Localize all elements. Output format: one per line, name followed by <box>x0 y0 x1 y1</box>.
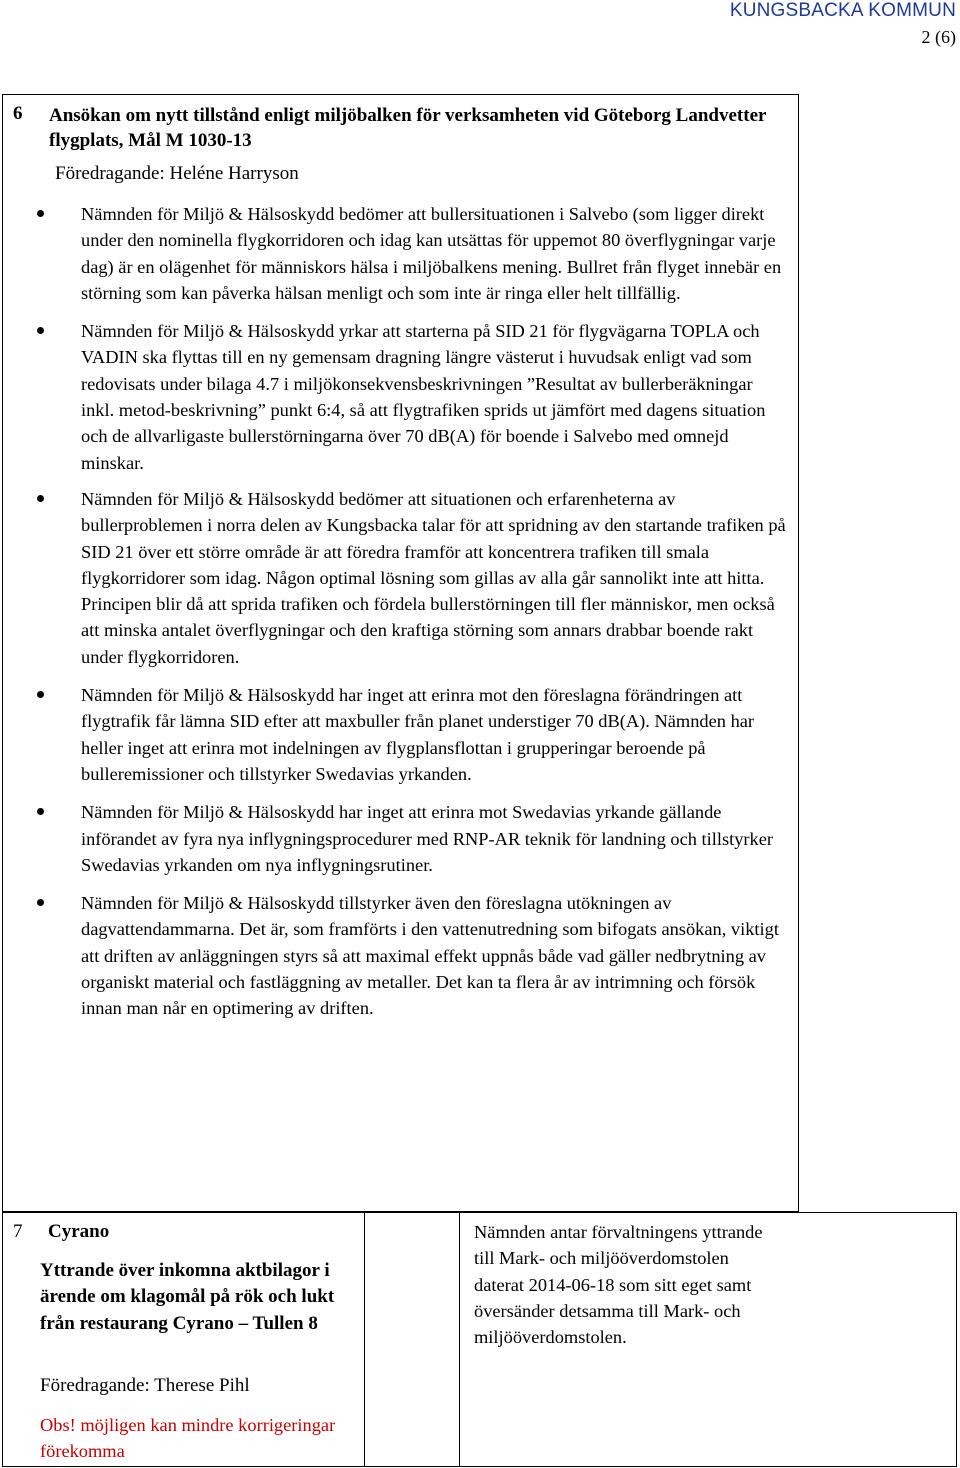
item-name: Cyrano <box>48 1221 110 1242</box>
organization-name: KUNGSBACKA KOMMUN <box>729 0 956 21</box>
item-title: Yttrande över inkomna aktbilagor i ärende om klagomål på rök och lukt från restaurang Cyrano – Tullen 8 <box>40 1260 335 1334</box>
list-item <box>3 682 800 787</box>
bullet-text: Nämnden för Miljö & Hälsoskydd har inget att erinra mot den föreslagna förändringen att flygtrafik får lämna SID efter att maxbuller från planet understiger 70 dB(A). Nämnden har heller inget att erinra mot indelningen av flygplansflottan i grupperingar beroende på bulleremissioner och tillstyrker Swedavias yrkanden. <box>81 685 755 784</box>
bullet-icon <box>37 808 44 815</box>
list-item <box>3 890 800 1021</box>
item-number: 6 <box>13 103 23 124</box>
empty-cell <box>364 1213 459 1467</box>
decision-text: Nämnden antar förvaltningens yttrande till Mark- och miljööverdomstolen daterat 2014-06-18 som sitt eget samt översänder detsamma till Mark- och miljööverdomstolen. <box>474 1222 763 1348</box>
bullet-icon <box>37 899 44 906</box>
agenda-item-7 <box>2 1212 957 1467</box>
bullet-icon <box>37 210 44 217</box>
decision-cell <box>459 1213 957 1467</box>
bullet-icon <box>37 691 44 698</box>
list-item <box>3 318 800 476</box>
decision-bullet-list <box>3 201 800 1022</box>
bullet-text: Nämnden för Miljö & Hälsoskydd bedömer att situationen och erfarenheterna av bullerproblemen i norra delen av Kungsbacka talar för att spridning av den startande trafiken på SID 21 över ett större område är att föredra framför att koncentrera trafiken till smala flygkorridorer som idag. Någon optimal lösning som gillas av alla går sannolikt inte att hitta. Principen blir då att sprida trafiken och fördela bullerstörningen till fler människor, men också att minska antalet överflygningar och den kraftiga störning som annars drabbar boende rakt under flygkorridoren. <box>81 488 786 667</box>
bullet-icon <box>37 495 44 502</box>
agenda-item-6 <box>2 94 799 1212</box>
bullet-text: Nämnden för Miljö & Hälsoskydd tillstyrker även den föreslagna utökningen av dagvattendammarna. Det är, som framförts i den vattenutredning som bifogats ansökan, viktigt att driften av anläggningen styrs så att maximal effekt uppnås både vad gäller nedbrytning av organiskt material och fastläggning av metaller. Det kan ta flera år av intrimning och försök innan man når en optimering av driften. <box>81 893 779 1019</box>
bullet-icon <box>37 327 44 334</box>
correction-note: Obs! möjligen kan mindre korrigeringar förekomma <box>40 1415 336 1461</box>
list-item <box>3 799 800 878</box>
item-details-cell <box>2 1213 364 1467</box>
bullet-text: Nämnden för Miljö & Hälsoskydd har inget att erinra mot Swedavias yrkande gällande införandet av fyra nya inflygningsprocedurer med RNP-AR teknik för landning och tillstyrker Swedavias yrkanden om nya inflygningsrutiner. <box>81 802 774 875</box>
list-item <box>3 201 800 306</box>
item-number: 7 <box>13 1221 23 1242</box>
list-item <box>3 486 800 670</box>
bullet-text: Nämnden för Miljö & Hälsoskydd yrkar att starterna på SID 21 för flygvägarna TOPLA och VADIN ska flyttas till en ny gemensam dragning längre västerut i huvudsak enligt vad som redovisats under bilaga 4.7 i miljökonsekvensbeskrivningen ”Resultat av bullerberäkningar inkl. metod-beskrivning” punkt 6:4, så att flygtrafiken sprids ut jämfört med dagens situation och de allvarligaste bullerstörningarna över 70 dB(A) för boende i Salvebo med omnejd minskar. <box>81 321 766 473</box>
page-number: 2 (6) <box>921 27 956 47</box>
item-title: Ansökan om nytt tillstånd enligt miljöbalken för verksamheten vid Göteborg Landvetter flygplats, Mål M 1030-13 <box>49 105 767 151</box>
bullet-text: Nämnden för Miljö & Hälsoskydd bedömer att bullersituationen i Salvebo (som ligger direkt under den nominella flygkorridoren och idag kan utsättas för uppemot 80 överflygningar varje dag) är en olägenhet för människors hälsa i miljöbalkens mening. Bullret från flyget innebär en störning som kan påverka hälsan menligt och som inte är ringa eller helt tillfällig. <box>81 204 782 303</box>
item-presenter: Föredragande: Heléne Harryson <box>55 163 299 184</box>
item-presenter: Föredragande: Therese Pihl <box>40 1375 250 1396</box>
